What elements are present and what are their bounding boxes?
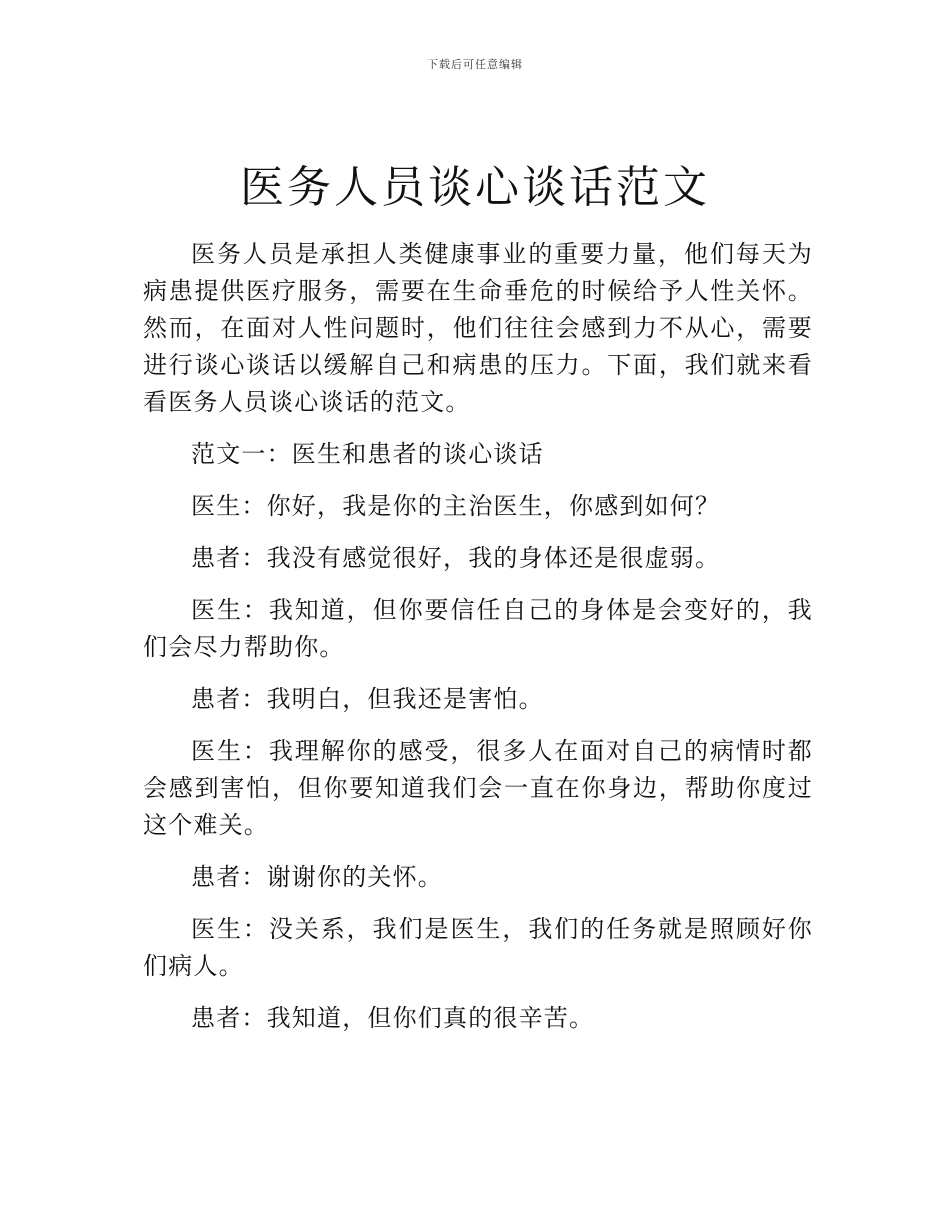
section-heading: 范文一：医生和患者的谈心谈话	[191, 440, 544, 468]
document-body	[143, 236, 813, 1052]
dialogue-line: 患者：我明白，但我还是害怕。	[191, 685, 544, 713]
dialogue-line: 医生：你好，我是你的主治医生，你感到如何？	[191, 492, 721, 520]
dialogue-line: 医生：没关系，我们是医生，我们的任务就是照顾好你们病人。	[143, 915, 813, 980]
dialogue-line: 患者：我知道，但你们真的很辛苦。	[191, 1004, 595, 1032]
page-title: 医务人员谈心谈话范文	[240, 162, 710, 213]
dialogue-line: 患者：谢谢你的关怀。	[191, 863, 443, 891]
dialogue-line: 患者：我没有感觉很好，我的身体还是很虚弱。	[191, 544, 721, 572]
dialogue-line: 医生：我理解你的感受，很多人在面对自己的病情时都会感到害怕，但你要知道我们会一直在你身边，帮助你度过这个难关。	[143, 737, 813, 839]
intro-paragraph: 医务人员是承担人类健康事业的重要力量，他们每天为病患提供医疗服务，需要在生命垂危的时候给予人性关怀。然而，在面对人性问题时，他们往往会感到力不从心，需要进行谈心谈话以缓解自己和病患的压力。下面，我们就来看看医务人员谈心谈话的范文。	[143, 240, 813, 416]
dialogue-line: 医生：我知道，但你要信任自己的身体是会变好的，我们会尽力帮助你。	[143, 596, 813, 661]
header-note: 下载后可任意编辑	[427, 58, 523, 71]
